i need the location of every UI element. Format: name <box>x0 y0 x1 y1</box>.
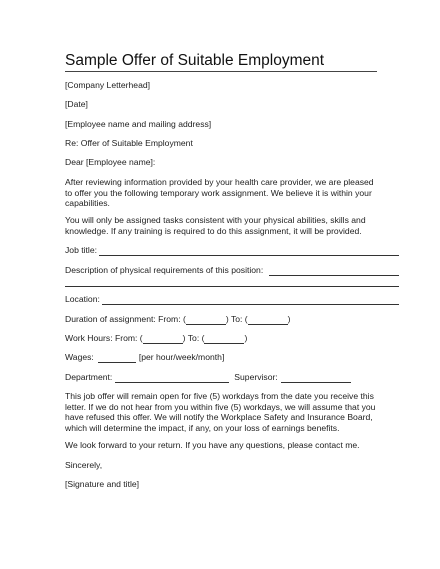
duration-to-blank <box>248 316 288 325</box>
signature-placeholder: [Signature and title] <box>65 479 140 489</box>
duration-label: Duration of assignment: From: ( <box>65 314 186 324</box>
supervisor-blank <box>281 374 351 383</box>
job-title-blank <box>99 247 399 256</box>
offer-terms-paragraph: This job offer will remain open for five (5) workdays from the date you receive this letter. If we do not hear from you within five (5) workdays, we will assume that you have refused this offer. We will notify the Workplace Safety and Insurance Board, which will determine the impact, if any, on your loss of earnings benefits. <box>65 391 376 433</box>
wages-field <box>65 352 377 363</box>
job-title-label: Job title: <box>65 245 98 255</box>
intro-paragraph: After reviewing information provided by your health care provider, we are pleased to offer you the following temporary work assignment. We believe it is within your capabilities. <box>65 177 374 209</box>
duration-close: ) <box>287 314 291 324</box>
work-hours-field <box>65 333 377 344</box>
letterhead-placeholder: [Company Letterhead] <box>65 80 151 90</box>
duration-field <box>65 314 377 325</box>
supervisor-label: Supervisor: <box>234 372 278 382</box>
closing-salutation: Sincerely, <box>65 460 103 470</box>
wages-label: Wages: <box>65 352 94 362</box>
salutation: Dear [Employee name]: <box>65 157 156 167</box>
re-line: Re: Offer of Suitable Employment <box>65 138 193 148</box>
tasks-paragraph: You will only be assigned tasks consistent with your physical abilities, skills and knowledge. If any training is required to do this assignment, it will be provided. <box>65 215 366 236</box>
duration-to-label: ) To: ( <box>225 314 248 324</box>
location-blank <box>102 296 399 305</box>
closing-paragraph: We look forward to your return. If you have any questions, please contact me. <box>65 440 360 450</box>
location-label: Location: <box>65 294 100 304</box>
job-title-field <box>65 245 399 256</box>
wages-blank <box>98 354 136 363</box>
work-hours-to-blank <box>204 335 244 344</box>
department-blank <box>115 374 229 383</box>
wages-unit: [per hour/week/month] <box>138 352 225 362</box>
duration-from-blank <box>186 316 226 325</box>
department-label: Department: <box>65 372 113 382</box>
location-field <box>65 294 399 305</box>
work-hours-from-blank <box>143 335 183 344</box>
employee-address-placeholder: [Employee name and mailing address] <box>65 119 212 129</box>
work-hours-close: ) <box>244 333 248 343</box>
description-field <box>65 265 399 276</box>
description-blank <box>269 267 399 276</box>
work-hours-to-label: ) To: ( <box>182 333 205 343</box>
work-hours-label: Work Hours: From: ( <box>65 333 143 343</box>
description-label: Description of physical requirements of this position: <box>65 265 264 275</box>
description-blank-line2 <box>65 278 399 287</box>
department-supervisor-field <box>65 372 377 383</box>
document-title: Sample Offer of Suitable Employment <box>65 52 325 69</box>
title-underline <box>65 71 377 72</box>
description-continuation <box>65 278 399 287</box>
date-placeholder: [Date] <box>65 99 88 109</box>
